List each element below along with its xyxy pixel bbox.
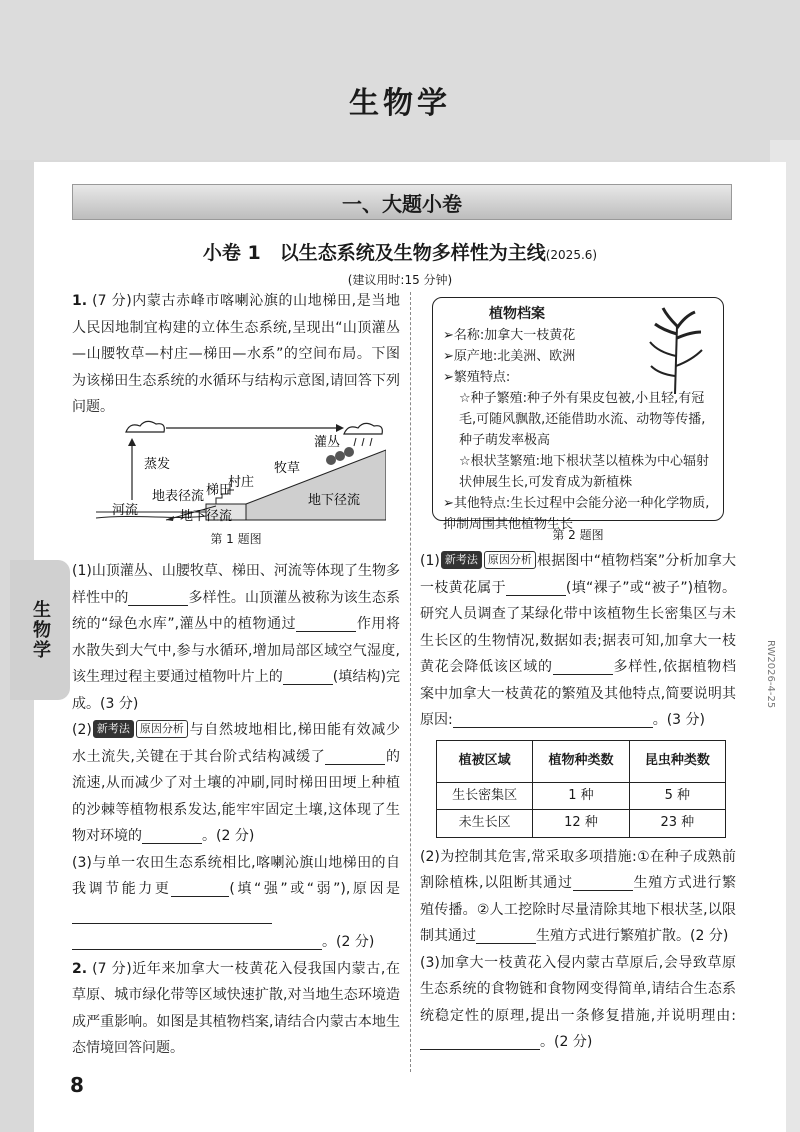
question-2-part-2 — [420, 844, 736, 950]
table-header: 植被区域 — [437, 740, 533, 782]
page-number: 8 — [70, 1073, 84, 1097]
water-cycle-diagram — [96, 420, 386, 530]
part-text: 。(2 分) — [540, 1034, 593, 1050]
part-text: 生殖方式进行繁殖传播。②人工挖除时尽量清除其地下根状茎,以限制其通过 — [420, 875, 737, 944]
answer-blank[interactable] — [296, 614, 356, 632]
tag-new-method: 新考法 — [441, 551, 482, 569]
answer-blank[interactable] — [506, 578, 566, 596]
label-river: 河流 — [112, 503, 139, 518]
answer-blank[interactable] — [72, 932, 322, 950]
part-text: (3)与单一农田生态系统相比,喀喇沁旗山地梯田的自我调节能力更 — [72, 854, 400, 897]
goldenrod-plant-icon — [639, 306, 709, 396]
label-pasture: 牧草 — [274, 461, 301, 476]
archive-seed: ☆种子繁殖:种子外有果皮包被,小且轻,有冠毛,可随风飘散,还能借助水流、动物等传播,种子萌发率极高 — [459, 391, 706, 448]
answer-blank[interactable] — [283, 667, 333, 685]
table-header: 昆虫种类数 — [629, 740, 725, 782]
archive-origin-text: 原产地:北美洲、欧洲 — [453, 349, 576, 364]
table-cell: 1 种 — [533, 782, 629, 810]
subtitle-text: 小卷 1 以生态系统及生物多样性为主线 — [202, 242, 546, 264]
label-underground-runoff-left: 地下径流 — [180, 509, 233, 524]
question-1-part-2 — [72, 717, 400, 850]
pointer-icon: ➢ — [443, 328, 454, 343]
pointer-icon: ➢ — [443, 370, 454, 385]
side-tab-label: 生物学 — [30, 600, 51, 660]
part-text: 多样性,依据植物档案中加拿大一枝黄花的繁殖及其他特点,简要说明其原因: — [420, 659, 737, 728]
left-column-lower — [72, 558, 400, 1062]
answer-blank[interactable] — [573, 873, 633, 891]
question-score: (7 分) — [92, 960, 132, 977]
table-row — [437, 810, 726, 838]
answer-blank[interactable] — [453, 710, 653, 728]
question-text: 内蒙古赤峰市喀喇沁旗的山地梯田,是当地人民因地制宜构建的立体生态系统,呈现出“山顶灌丛—山腰牧草—村庄—梯田—水系”的空间布局。下图为该梯田生态系统的水循环与结构示意图,请回答下列问题。 — [72, 293, 400, 415]
left-column — [72, 288, 400, 420]
archive-name-text: 名称:加拿大一枝黄花 — [453, 328, 576, 343]
answer-blank[interactable] — [142, 826, 202, 844]
pointer-icon: ➢ — [443, 496, 454, 511]
question-number: 1. — [72, 293, 88, 309]
part-text: (2)为控制其危害,常采取多项措施:①在种子成熟前割除植株,以阻断其通过 — [420, 848, 736, 891]
subtitle-date: (2025.6) — [545, 248, 598, 262]
table-cell: 23 种 — [629, 810, 725, 838]
part-text: (填结构)完成。(3 分) — [72, 669, 400, 712]
label-evaporation: 蒸发 — [144, 457, 171, 472]
archive-title: 植物档案 — [489, 306, 545, 322]
question-text: 近年来加拿大一枝黄花入侵我国内蒙古,在草原、城市绿化带等区域快速扩散,对当地生态环境造成严重影响。如图是其植物档案,请结合内蒙古本地生态情境回答问题。 — [72, 960, 400, 1056]
label-village: 村庄 — [228, 475, 255, 490]
question-score: (7 分) — [92, 293, 132, 309]
figure-2-caption: 第 2 题图 — [552, 528, 604, 542]
label-underground-runoff-right: 地下径流 — [308, 493, 361, 508]
archive-other-text: 其他特点:生长过程中会能分泌一种化学物质,抑制周围其他植物生长 — [443, 496, 710, 532]
page-title: 生物学 — [349, 86, 451, 121]
label-surface-runoff: 地表径流 — [152, 489, 205, 504]
part-text: 。(3 分) — [652, 712, 705, 728]
table-cell: 5 种 — [629, 782, 725, 810]
figure-1-caption: 第 1 题图 — [210, 532, 262, 546]
part-text: 根据图中“植物档案”分析加拿大一枝黄花属于 — [420, 553, 736, 596]
part-text: (3)加拿大一枝黄花入侵内蒙古草原后,会导致草原生态系统的食物链和食物网变得简单,请结合生态系统稳定性的原理,提出一条修复措施,并说明理由: — [420, 954, 736, 1024]
side-tab — [10, 560, 70, 700]
column-divider — [410, 292, 411, 1072]
label-shrub: 灌丛 — [314, 435, 341, 450]
part-text: 多样性。山顶灌丛被称为该生态系统的“绿色水库”,灌丛中的植物通过 — [72, 589, 400, 632]
edge-code: RW2026-4-25 — [765, 640, 776, 709]
part-number: (1) — [420, 553, 440, 569]
table-header: 植物种类数 — [533, 740, 629, 782]
answer-blank[interactable] — [420, 1032, 540, 1050]
question-1-stem — [72, 288, 400, 420]
answer-blank[interactable] — [325, 747, 385, 765]
part-text: (填“强”或“弱”),原因是 — [229, 881, 401, 897]
question-1-part-1 — [72, 558, 400, 717]
table-row — [437, 782, 726, 810]
tag-reason-analysis: 原因分析 — [136, 720, 188, 738]
time-note: (建议用时:15 分钟) — [347, 273, 453, 287]
species-table — [436, 740, 726, 838]
archive-repro-title-text: 繁殖特点: — [453, 370, 511, 385]
part-number: (2) — [72, 722, 92, 738]
question-1-part-3 — [72, 850, 400, 956]
answer-blank[interactable] — [72, 906, 272, 924]
table-cell: 12 种 — [533, 810, 629, 838]
plant-archive-card — [432, 297, 724, 532]
tag-new-method: 新考法 — [93, 720, 134, 738]
quiz-subtitle — [0, 238, 800, 265]
part-text: 作用将水散失到大气中,参与水循环,增加局部区域空气湿度,该生理过程主要通过植物叶片上的 — [72, 616, 400, 685]
answer-blank[interactable] — [171, 879, 229, 897]
part-text: (1)山顶灌丛、山腰牧草、梯田、河流等体现了生物多样性中的 — [72, 563, 400, 606]
section-banner: 一、大题小卷 — [72, 184, 732, 220]
part-text: 与自然坡地相比,梯田能有效减少水土流失,关键在于其台阶式结构减缓了 — [72, 722, 400, 765]
part-text: 的流速,从而减少了对土壤的冲刷,同时梯田田埂上种植的沙棘等植物根系发达,能牢牢固定土壤,这体现了生物对环境的 — [72, 748, 400, 844]
question-2-part-1 — [420, 548, 736, 734]
table-cell: 未生长区 — [437, 810, 533, 838]
answer-blank[interactable] — [128, 588, 188, 606]
pointer-icon: ➢ — [443, 349, 454, 364]
part-text: 生殖方式进行繁殖扩散。(2 分) — [536, 928, 729, 944]
question-2-part-3 — [420, 950, 736, 1056]
table-cell: 生长密集区 — [437, 782, 533, 810]
question-number: 2. — [72, 960, 88, 977]
part-text: 。(2 分) — [322, 934, 375, 950]
label-terrace: 梯田 — [206, 483, 233, 498]
table-header-row — [437, 740, 726, 782]
archive-rhizome: ☆根状茎繁殖:地下根状茎以植株为中心辐射状伸展生长,可发育成为新植株 — [459, 454, 710, 490]
tag-reason-analysis: 原因分析 — [484, 551, 536, 569]
question-2-stem — [72, 956, 400, 1062]
part-text: 。(2 分) — [202, 828, 255, 844]
answer-blank[interactable] — [553, 657, 613, 675]
answer-blank[interactable] — [476, 926, 536, 944]
right-column — [420, 548, 736, 1056]
part-text: (填“裸子”或“被子”)植物。研究人员调查了某绿化带中该植物生长密集区与未生长区的生物情况,数据如表;据表可知,加拿大一枝黄花会降低该区域的 — [420, 579, 737, 675]
